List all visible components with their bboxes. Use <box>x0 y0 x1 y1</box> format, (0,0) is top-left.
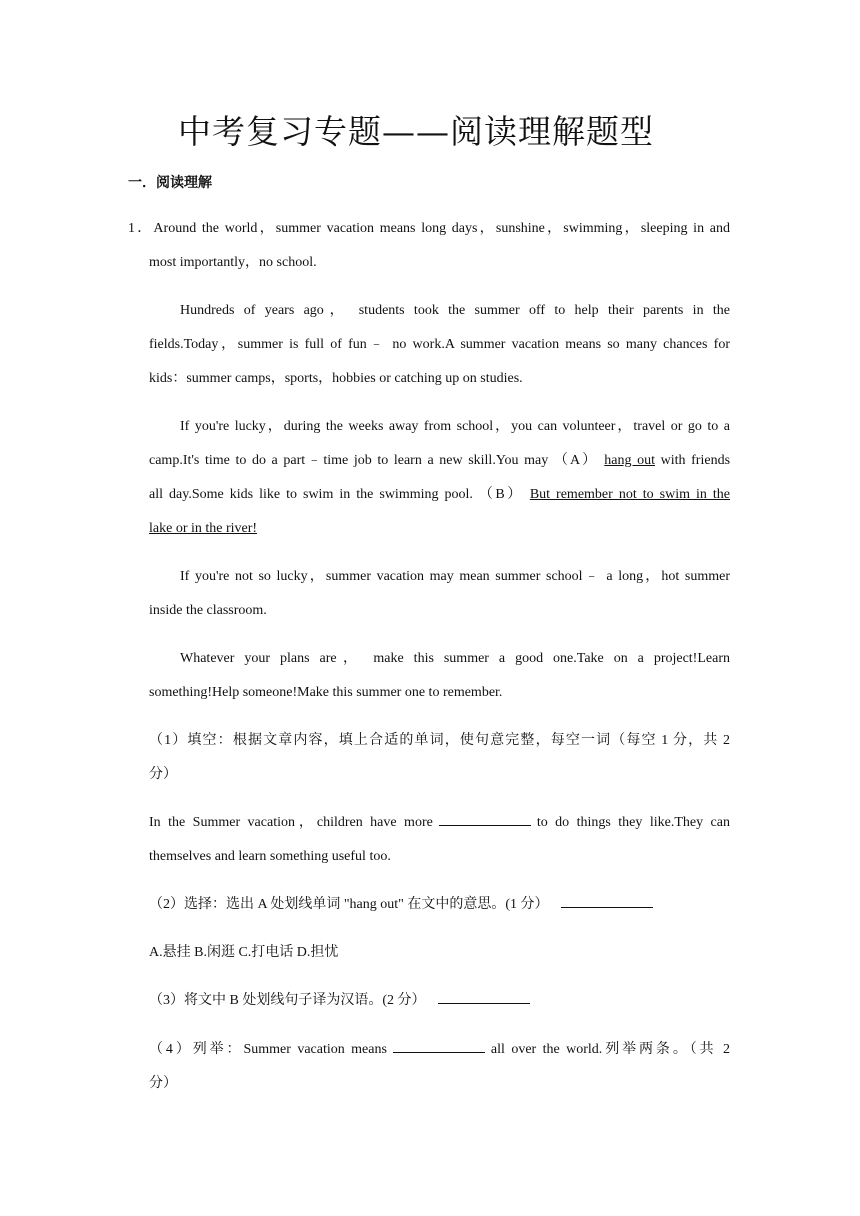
underlined-phrase-a: hang out <box>604 453 656 468</box>
passage-p3-line-3: all day.Some kids like to swim in the swimming pool. （B） But remember not to swim in the <box>149 487 730 502</box>
passage-p4-line-1: If you're not so lucky，summer vacation may mean summer school﹣ a long，hot summer <box>180 569 730 584</box>
answer-blank-3[interactable] <box>438 990 530 1004</box>
passage-p5-line-1: Whatever your plans are， make this summer a good one.Take on a project!Learn <box>180 651 730 666</box>
answer-blank-4[interactable] <box>393 1039 485 1053</box>
passage-p2-line-2: fields.Today，summer is full of fun﹣ no work.A summer vacation means so many chances for <box>149 337 730 352</box>
passage-p3-line-2: camp.It's time to do a part﹣time job to learn a new skill.You may （A） hang out with friends <box>149 453 731 468</box>
passage-p2-line-3: kids：summer camps，sports，hobbies or catching up on studies. <box>149 371 523 386</box>
passage-p5-line-2: something!Help someone!Make this summer one to remember. <box>149 685 503 700</box>
question-4-cont: 分） <box>149 1076 177 1091</box>
passage-intro-line-2: most importantly，no school. <box>149 255 317 270</box>
passage-intro-line-1: 1．Around the world，summer vacation means long days，sunshine，swimming，sleeping in and <box>128 221 730 236</box>
passage-p3-line-4 <box>149 518 730 540</box>
underlined-sentence-b: But remember not to swim in the <box>529 487 730 502</box>
question-1-instruction: （1）填空：根据文章内容，填上合适的单词，使句意完整，每空一词（每空 1 分，共 2 <box>149 733 730 748</box>
page-title: 中考复习专题——阅读理解题型 <box>178 112 654 151</box>
section-heading: 一．阅读理解 <box>128 175 212 191</box>
answer-blank-1[interactable] <box>439 812 531 826</box>
question-4: （4）列举：Summer vacation means all over the world.列举两条。（共 2 <box>149 1039 730 1061</box>
question-1-sentence-cont: themselves and learn something useful too. <box>149 849 391 864</box>
passage-p3-line-1: If you're lucky，during the weeks away from school，you can volunteer，travel or go to a <box>180 419 730 434</box>
question-1-instruction-cont: 分） <box>149 767 177 782</box>
question-2-options: A.悬挂 B.闲逛 C.打电话 D.担忧 <box>149 945 339 960</box>
question-3: （3）将文中 B 处划线句子译为汉语。(2 分） <box>149 990 730 1012</box>
question-2: （2）选择：选出 A 处划线单词 "hang out" 在文中的意思。(1 分） <box>149 894 730 916</box>
answer-blank-2[interactable] <box>561 894 653 908</box>
question-1-sentence: In the Summer vacation，children have more to do things they like.They can <box>149 812 730 834</box>
underlined-sentence-b-cont: lake or in the river! <box>149 521 258 536</box>
passage-p4-line-2: inside the classroom. <box>149 603 267 618</box>
passage-p2-line-1: Hundreds of years ago， students took the summer off to help their parents in the <box>180 303 730 318</box>
question-number: 1． <box>128 221 154 236</box>
